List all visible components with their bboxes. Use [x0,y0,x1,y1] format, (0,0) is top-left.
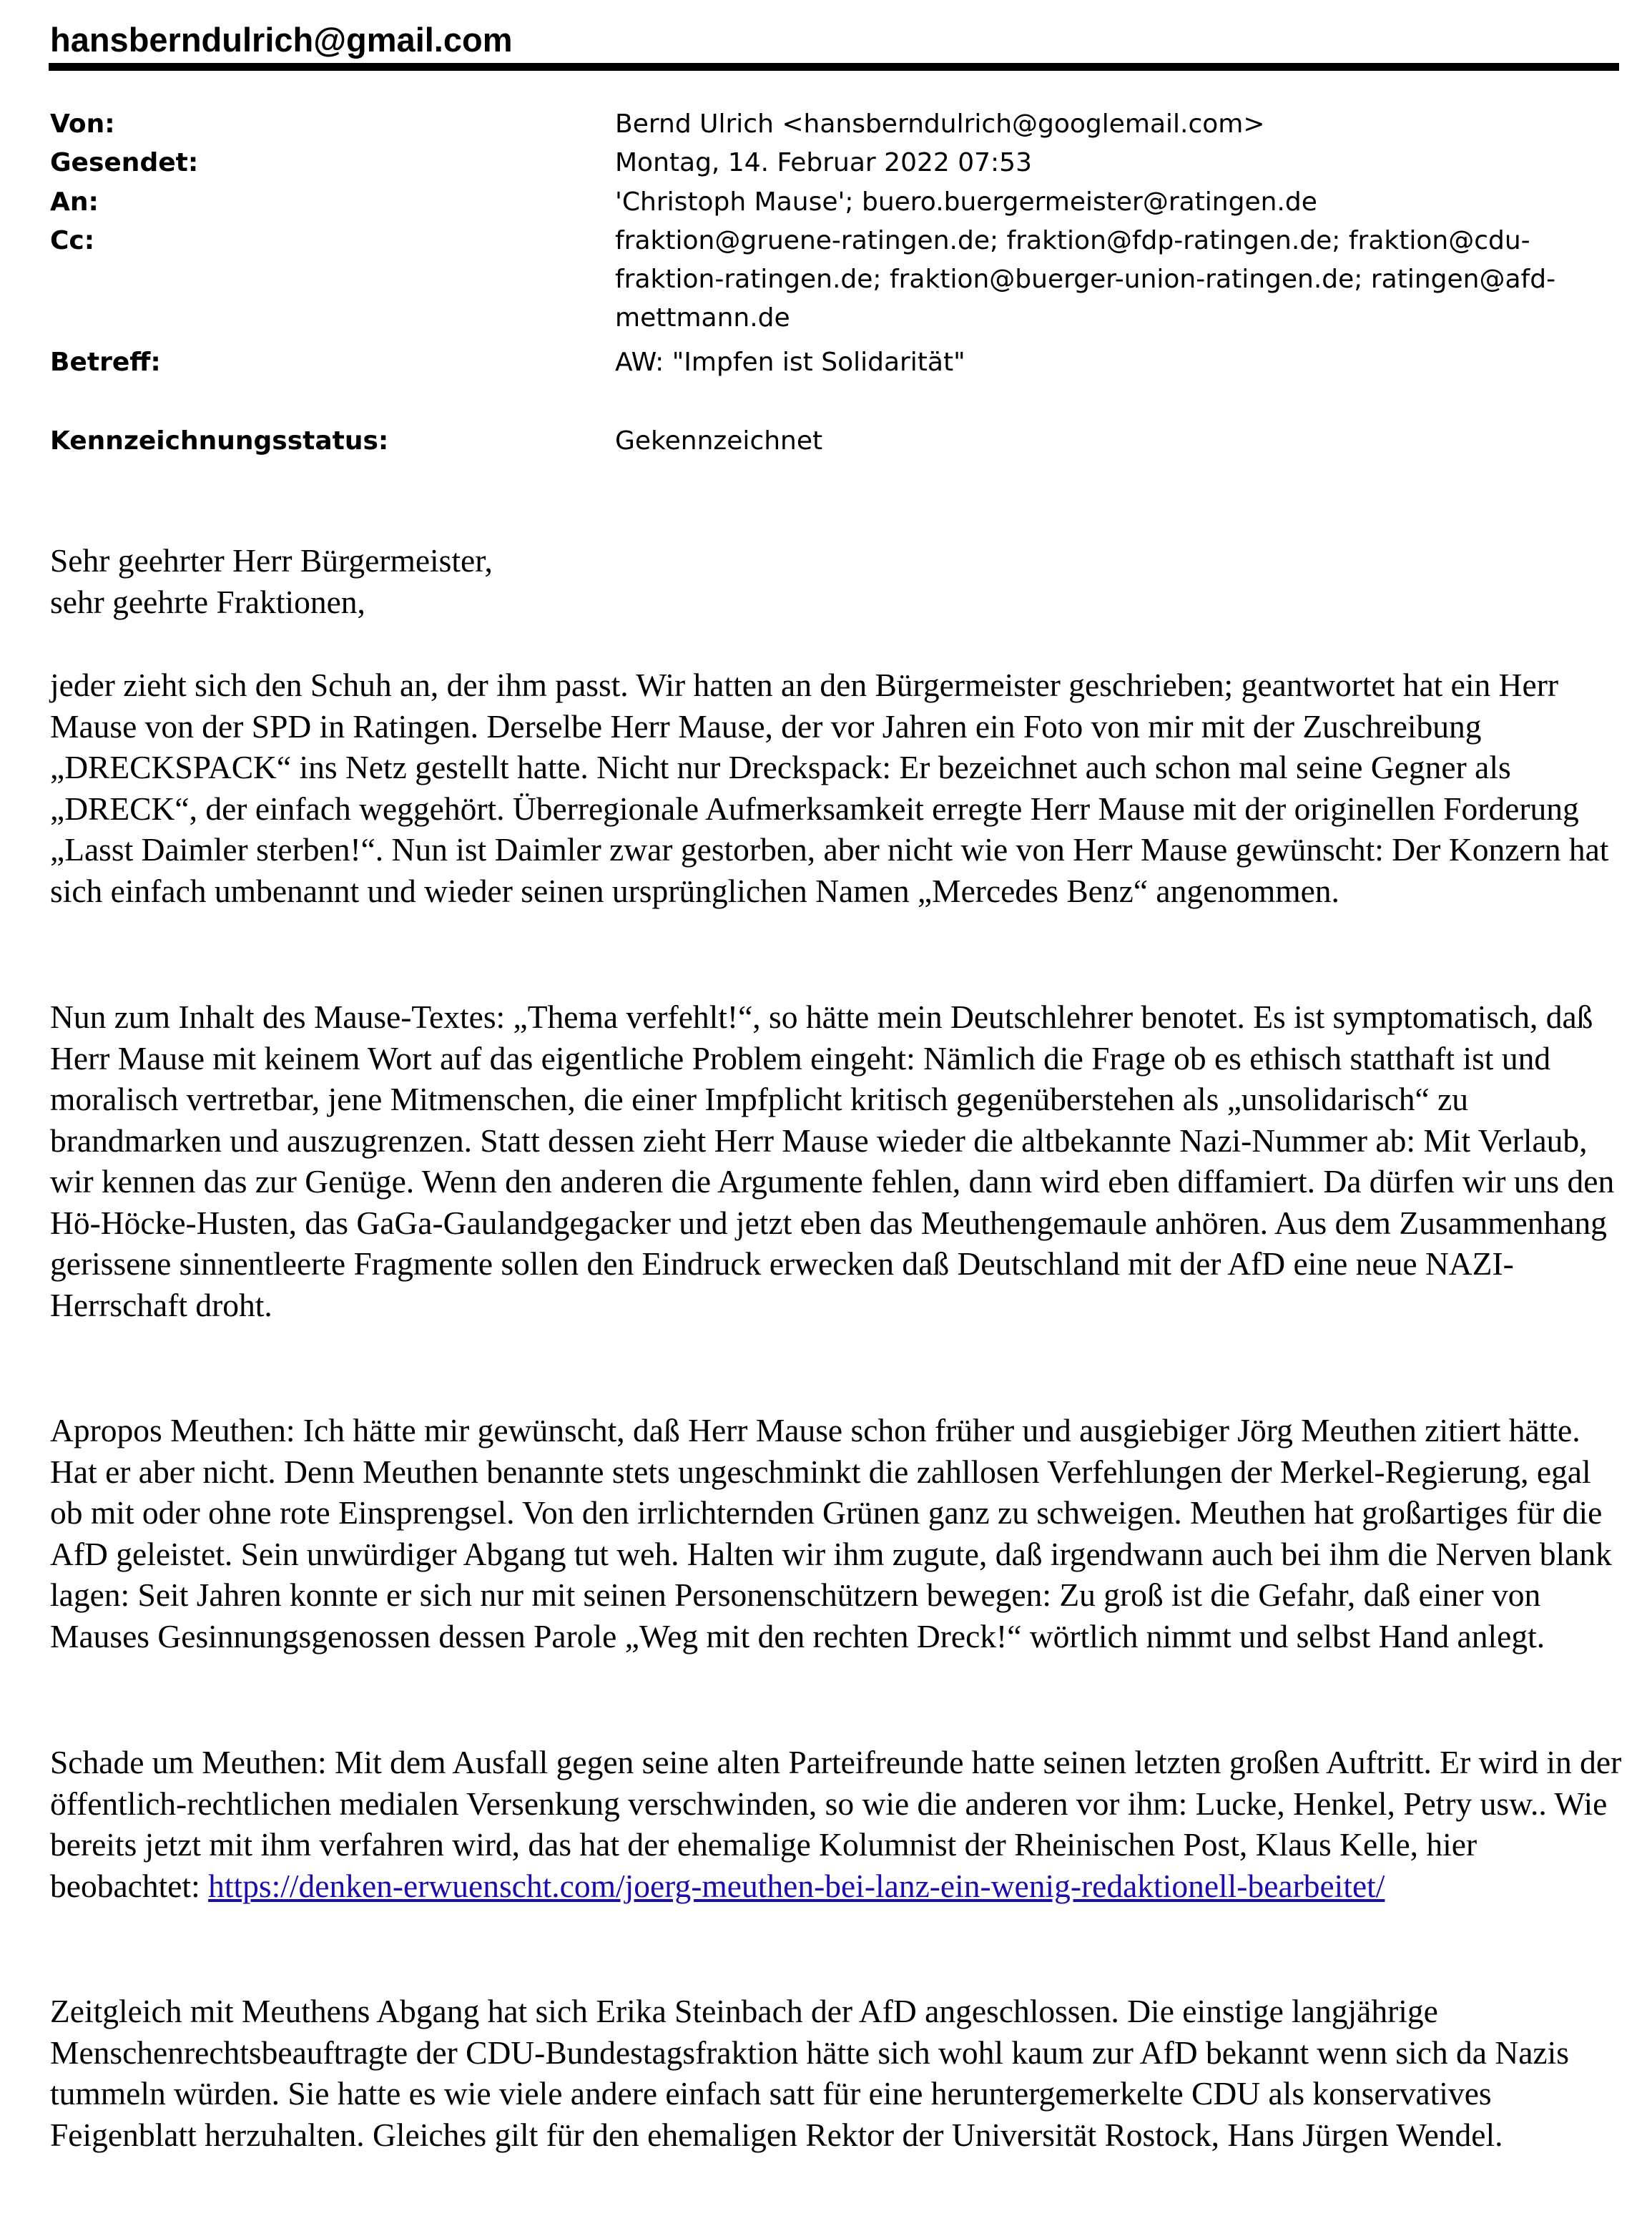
greeting-line-1: Sehr geehrter Herr Bürgermeister, [50,542,493,579]
paragraph-1: jeder zieht sich den Schuh an, der ihm passt. Wir hatten an den Bürgermeister geschrieben; geantwortet hat ein Herr Mause von der SPD in Ratingen. Derselbe Herr Mause, der vor Jahren ein Foto von mir mit der Zuschreibung „DRECKSPACK“ ins Netz gestellt hatte. Nicht nur Dreckspack: Er bezeichnet auch schon mal seine Gegner als „DRECK“, der einfach weggehört. Überregionale Aufmerksamkeit erregte Herr Mause mit der originellen Forderung „Lasst Daimler sterben!“. Nun ist Daimler zwar gestorben, aber nicht wie von Herr Mause gewünscht: Der Konzern hat sich einfach umbenannt und wieder seinen ursprünglichen Namen „Mercedes Benz“ angenommen. [50,667,1609,909]
from-label: Von: [50,109,115,139]
to-value: 'Christoph Mause'; buero.buergermeister@ratingen.de [615,187,1317,217]
subject-label: Betreff: [50,348,161,377]
paragraph-2: Nun zum Inhalt des Mause-Textes: „Thema verfehlt!“, so hätte mein Deutschlehrer benotet. Es ist symptomatisch, daß Herr Mause mit keinem Wort auf das eigentliche Problem eingeht: Nämlich die Frage ob es ethisch statthaft ist und moralisch vertretbar, jene Mitmenschen, die einer Impfplicht kritisch gegenüberstehen als „unsolidarisch“ zu brandmarken und auszugrenzen. Statt dessen zieht Herr Mause wieder die altbekannte Nazi-Nummer ab: Mit Verlaub, wir kennen das zur Genüge. Wenn den anderen die Argumente fehlen, dann wird eben diffamiert. Da dürfen wir uns den Hö-Höcke-Husten, das GaGa-Gaulandgegacker und jetzt eben das Meuthengemaule anhören. Aus dem Zusammenhang gerissene sinnentleerte Fragmente sollen den Eindruck erwecken daß Deutschland mit der AfD eine neue NAZI-Herrschaft droht. [50,999,1615,1323]
cc-value-line-1: fraktion@gruene-ratingen.de; fraktion@fdp-ratingen.de; fraktion@cdu- [615,226,1530,255]
sent-value: Montag, 14. Februar 2022 07:53 [615,148,1032,177]
cc-value-line-3: mettmann.de [615,303,790,333]
cc-label: Cc: [50,226,95,255]
from-value: Bernd Ulrich <hansberndulrich@googlemail.com> [615,109,1265,139]
paragraph-3: Apropos Meuthen: Ich hätte mir gewünscht, daß Herr Mause schon früher und ausgiebiger Jörg Meuthen zitiert hätte. Hat er aber nicht. Denn Meuthen benannte stets ungeschminkt die zahllosen Verfehlungen der Merkel-Regierung, egal ob mit oder ohne rote Einsprengsel. Von den irrlichternden Grünen ganz zu schweigen. Meuthen hat großartiges für die AfD geleistet. Sein unwürdiger Abgang tut weh. Halten wir ihm zugute, daß irgendwann auch bei ihm die Nerven blank lagen: Seit Jahren konnte er sich nur mit seinen Personenschützern bewegen: Zu groß ist die Gefahr, daß einer von Mauses Gesinnungsgenossen dessen Parole „Weg mit den rechten Dreck!“ wörtlich nimmt und selbst Hand anlegt. [50,1412,1612,1654]
account-address: hansberndulrich@gmail.com [50,21,513,59]
paragraph-5: Zeitgleich mit Meuthens Abgang hat sich Erika Steinbach der AfD angeschlossen. Die einstige langjährige Menschenrechtsbeauftragte der CDU-Bundestagsfraktion hätte sich wohl kaum zur AfD bekannt wenn sich da Nazis tummeln würden. Sie hatte es wie viele andere einfach satt für eine heruntergemerkelte CDU als konservatives Feigenblatt herzuhalten. Gleiches gilt für den ehemaligen Rektor der Universität Rostock, Hans Jürgen Wendel. [50,1993,1569,2153]
greeting [50,540,1623,622]
flag-status-value: Gekennzeichnet [615,426,823,456]
subject-value: AW: "Impfen ist Solidarität" [615,348,965,377]
article-link[interactable]: https://denken-erwuenscht.com/joerg-meuthen-bei-lanz-ein-wenig-redaktionell-bearbeitet/ [208,1867,1385,1904]
paragraph-4 [50,1742,1623,1906]
to-label: An: [50,187,99,217]
sent-label: Gesendet: [50,148,199,177]
flag-status-label: Kennzeichnungsstatus: [50,426,389,456]
header-divider [49,63,1619,71]
paragraph-4-text: Schade um Meuthen: Mit dem Ausfall gegen seine alten Parteifreunde hatte seinen letzten großen Auftritt. Er wird in der öffentlich-rechtlichen medialen Versenkung verschwinden, so wie die anderen vor ihm: Lucke, Henkel, Petry usw.. Wie bereits jetzt mit ihm verfahren wird, das hat der ehemalige Kolumnist der Rheinischen Post, Klaus Kelle, hier beobachtet: [50,1744,1622,1904]
greeting-line-2: sehr geehrte Fraktionen, [50,583,365,620]
cc-value-line-2: fraktion-ratingen.de; fraktion@buerger-union-ratingen.de; ratingen@afd- [615,265,1556,294]
